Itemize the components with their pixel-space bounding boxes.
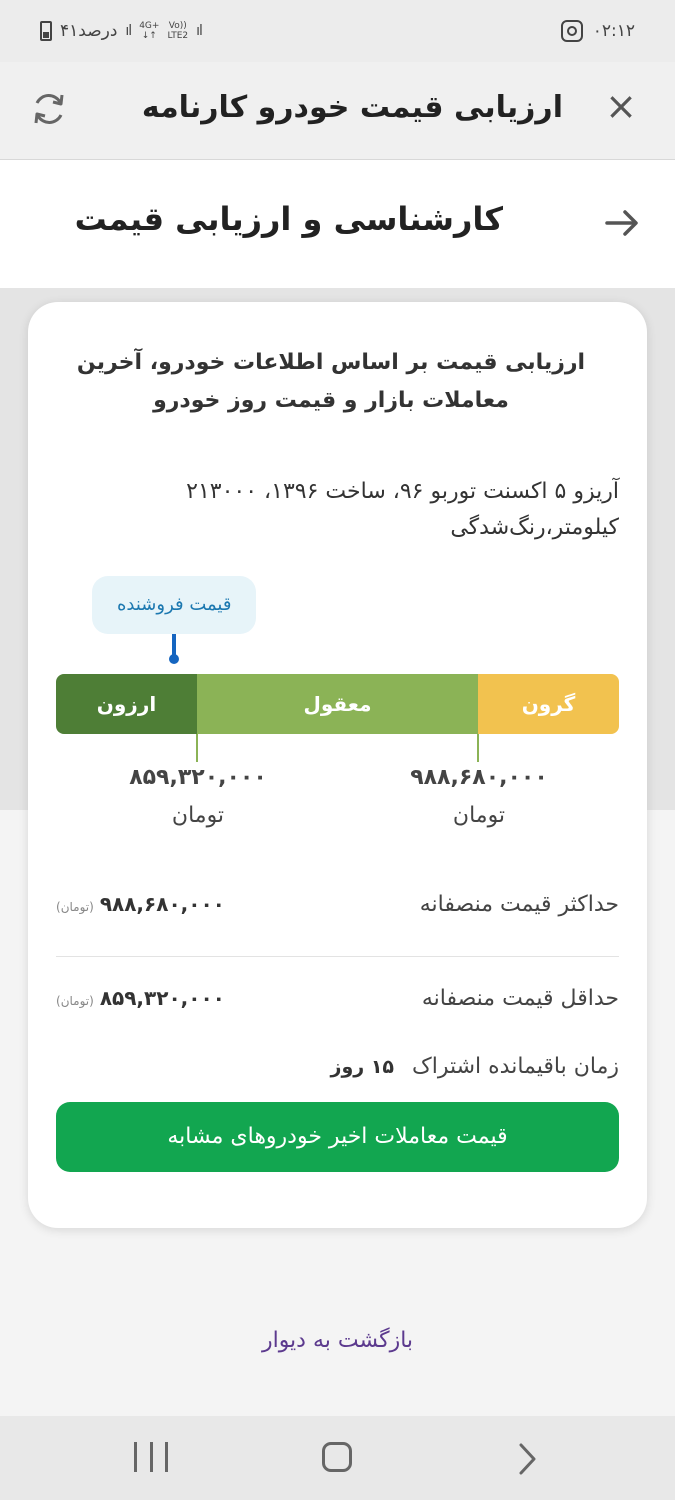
price-range-bar xyxy=(56,674,619,734)
high-price-label xyxy=(389,762,569,832)
seller-price-tag: قیمت فروشنده xyxy=(92,576,256,634)
high-price-value: ۹۸۸,۶۸۰,۰۰۰ xyxy=(410,765,548,790)
low-price-unit: تومان xyxy=(171,803,225,828)
arrow-right-icon[interactable] xyxy=(599,200,645,246)
min-price-number: ۸۵۹,۳۲۰,۰۰۰ xyxy=(99,986,225,1010)
low-price-value: ۸۵۹,۳۲۰,۰۰۰ xyxy=(129,765,267,790)
status-time: ۰۲:۱۲ xyxy=(592,21,635,41)
home-icon[interactable] xyxy=(322,1442,352,1472)
min-fair-price-label: حداقل قیمت منصفانه xyxy=(421,986,619,1011)
volte-indicator: Vo)) LTE2 xyxy=(167,21,189,41)
min-price-unit: (تومان) xyxy=(56,994,94,1008)
range-fair: معقول xyxy=(197,674,478,734)
battery-icon xyxy=(40,21,52,41)
subscription-remaining xyxy=(331,1054,620,1079)
network-indicator: 4G+ ↓↑ xyxy=(139,21,160,41)
section-title: کارشناسی و ارزیابی قیمت xyxy=(74,200,503,238)
back-to-divar-link[interactable]: بازگشت به دیوار xyxy=(261,1328,414,1353)
page-title: ارزیابی قیمت خودرو کارنامه xyxy=(141,90,563,125)
system-nav-bar xyxy=(0,1416,675,1500)
status-left xyxy=(40,21,202,41)
max-fair-price-row xyxy=(56,892,619,932)
min-fair-price-row xyxy=(56,986,619,1026)
seller-price-dot xyxy=(169,654,179,664)
status-bar xyxy=(0,0,675,62)
battery-text: ۴۱درصد xyxy=(60,21,118,41)
price-card xyxy=(28,302,647,1228)
max-price-unit: (تومان) xyxy=(56,900,94,914)
low-price-label xyxy=(108,762,288,832)
car-description: آریزو ۵ اکسنت توربو ۹۶، ساخت ۱۳۹۶، ۲۱۳۰۰۰ کیلومتر،رنگ‌شدگی xyxy=(186,479,619,540)
intro-text: ارزیابی قیمت بر اساس اطلاعات خودرو، آخرین معاملات بازار و قیمت روز خودرو xyxy=(76,350,586,413)
max-fair-price-label: حداکثر قیمت منصفانه xyxy=(419,892,619,917)
range-cheap: ارزون xyxy=(56,674,197,734)
high-price-unit: تومان xyxy=(452,803,506,828)
range-expensive: گرون xyxy=(478,674,619,734)
instagram-icon xyxy=(561,20,583,42)
high-price-tick xyxy=(477,734,479,762)
signal-icon-2: ıl xyxy=(196,23,202,39)
signal-icon: ıl xyxy=(125,23,132,39)
similar-deals-button[interactable]: قیمت معاملات اخیر خودروهای مشابه xyxy=(56,1102,619,1172)
status-right xyxy=(561,20,635,42)
max-fair-price-value xyxy=(56,892,225,916)
close-icon[interactable]: × xyxy=(605,84,637,128)
min-fair-price-value xyxy=(56,986,225,1010)
refresh-icon[interactable] xyxy=(28,88,70,130)
section-header xyxy=(0,160,675,288)
divider xyxy=(56,956,619,957)
top-bar xyxy=(0,62,675,160)
subscription-remaining-label: زمان باقیمانده اشتراک xyxy=(412,1054,619,1079)
recent-apps-icon[interactable] xyxy=(134,1442,168,1476)
nav-back-icon[interactable] xyxy=(510,1440,544,1478)
low-price-tick xyxy=(196,734,198,762)
subscription-remaining-value: ۱۵ روز xyxy=(330,1056,395,1078)
max-price-number: ۹۸۸,۶۸۰,۰۰۰ xyxy=(99,892,225,916)
